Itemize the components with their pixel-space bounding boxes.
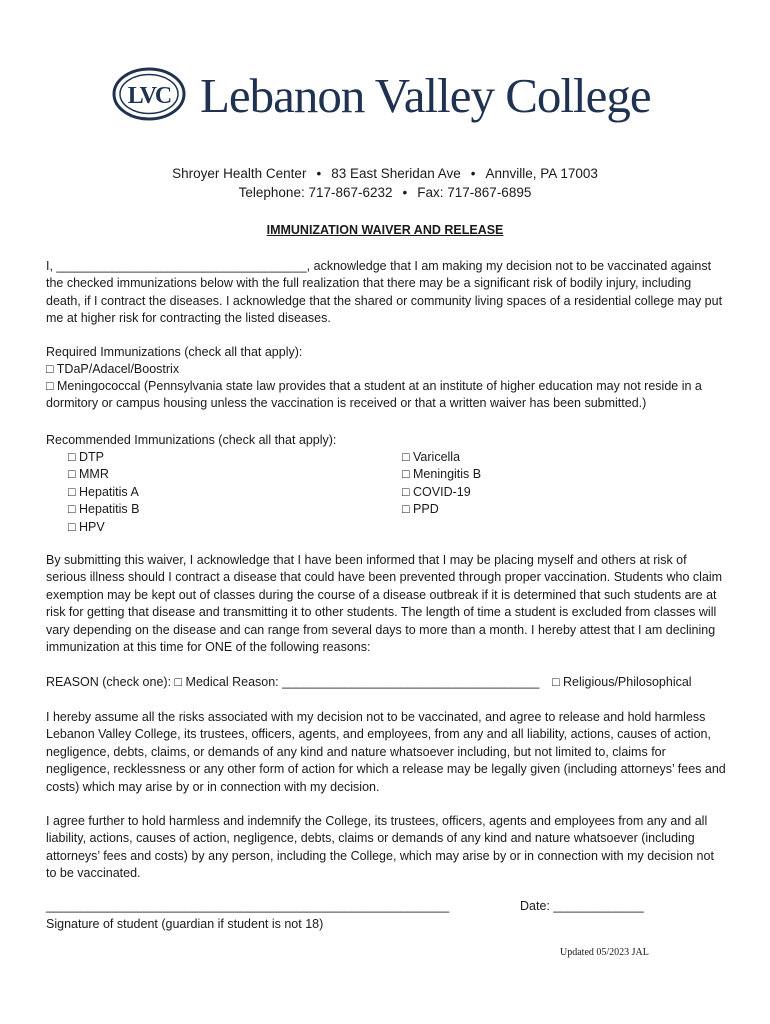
updated-footer: Updated 05/2023 JAL <box>560 947 649 958</box>
recommended-heading: Recommended Immunizations (check all that apply): <box>46 433 337 447</box>
intro-paragraph: I, ____________________________________, acknowledge that I am making my decision not to be vaccinated against the checked immunizations below with the full realization that there may be a significant risk of bodily injury, including death, if I contract the diseases. I acknowledge that the shared or community living spaces of a residential college may put me at higher risk for contracting the listed diseases. <box>46 259 723 326</box>
address-line-1 <box>0 166 770 181</box>
signature-line[interactable]: __________________________________________________________ <box>46 899 450 913</box>
form-title: IMMUNIZATION WAIVER AND RELEASE <box>266 223 504 237</box>
health-center-name: Shroyer Health Center <box>172 166 307 181</box>
reason-row <box>46 674 726 691</box>
reason-religious[interactable]: □ Religious/Philosophical <box>552 675 692 689</box>
acknowledgement-paragraph: By submitting this waiver, I acknowledge that I have been informed that I may be placing myself and others at risk of serious illness should I contract a disease that could have been prevented through proper vaccination. Students who claim exemption may be kept out of classes during the course of a disease outbreak if it is determined that such students are at risk for getting that disease and transmitting it to other students. The length of time a student is excluded from classes will vary depending on the disease and can range from several days to more than a month. I hereby attest that I am declining immunization at this time for ONE of the following reasons: <box>46 553 723 655</box>
bullet-separator: • <box>402 185 408 200</box>
recommended-item-hepatitis-b[interactable]: □ Hepatitis B <box>68 502 140 517</box>
address-line-2 <box>0 185 770 200</box>
lvc-seal-icon <box>112 66 186 122</box>
required-item-tdap[interactable]: □ TDaP/Adacel/Boostrix <box>46 362 180 376</box>
recommended-item-meningitis-b[interactable]: □ Meningitis B <box>402 467 482 482</box>
date-field[interactable]: Date: _____________ <box>520 899 644 913</box>
recommended-item-hpv[interactable]: □ HPV <box>68 519 105 534</box>
bullet-separator: • <box>316 166 322 181</box>
logo-wordmark: Lebanon Valley College <box>200 68 651 123</box>
bullet-separator: • <box>470 166 476 181</box>
reason-medical[interactable]: REASON (check one): □ Medical Reason: _____________________________________ <box>46 675 540 689</box>
recommended-list-left <box>68 449 139 536</box>
required-item-meningococcal[interactable]: □ Meningococcal (Pennsylvania state law provides that a student at an institute of higher education may not reside in a dormitory or campus housing unless the vaccination is received or that a written waiver has been submitted.) <box>46 379 702 411</box>
telephone: Telephone: 717-867-6232 <box>238 185 393 200</box>
city-state-zip: Annville, PA 17003 <box>485 166 598 181</box>
recommended-item-ppd[interactable]: □ PPD <box>402 502 439 517</box>
indemnify-paragraph: I agree further to hold harmless and indemnify the College, its trustees, officers, agents and employees from any and all liability, actions, causes of action, negligence, debts, claims or demands of any kind and nature whatsoever (including attorneys’ fees and costs) by any person, including the College, which may arise by or in connection with my decision not to be vaccinated. <box>46 814 714 881</box>
fax: Fax: 717-867-6895 <box>417 185 532 200</box>
recommended-item-hepatitis-a[interactable]: □ Hepatitis A <box>68 484 139 499</box>
recommended-item-mmr[interactable]: □ MMR <box>68 467 109 482</box>
street-address: 83 East Sheridan Ave <box>331 166 461 181</box>
recommended-item-covid-19[interactable]: □ COVID-19 <box>402 484 471 499</box>
svg-text:LVC: LVC <box>127 83 171 109</box>
assume-risk-paragraph: I hereby assume all the risks associated with my decision not to be vaccinated, and agree to release and hold harmless Lebanon Valley College, its trustees, officers, agents, and employees, from any and all liability, actions, causes of action, negligence, debts, claims, or demands of any kind and nature whatsoever including, but not limited to, claims for negligence, recklessness or any other form of action for which a release may be legally given (including attorneys’ fees and costs) which may arise by or in connection with my decision. <box>46 710 726 794</box>
recommended-list-right <box>402 449 481 519</box>
signature-caption: Signature of student (guardian if student is not 18) <box>46 917 324 931</box>
recommended-item-varicella[interactable]: □ Varicella <box>402 450 461 464</box>
required-heading: Required Immunizations (check all that apply): <box>46 345 303 359</box>
college-logo <box>112 66 662 126</box>
recommended-item-dtp[interactable]: □ DTP <box>68 450 105 464</box>
